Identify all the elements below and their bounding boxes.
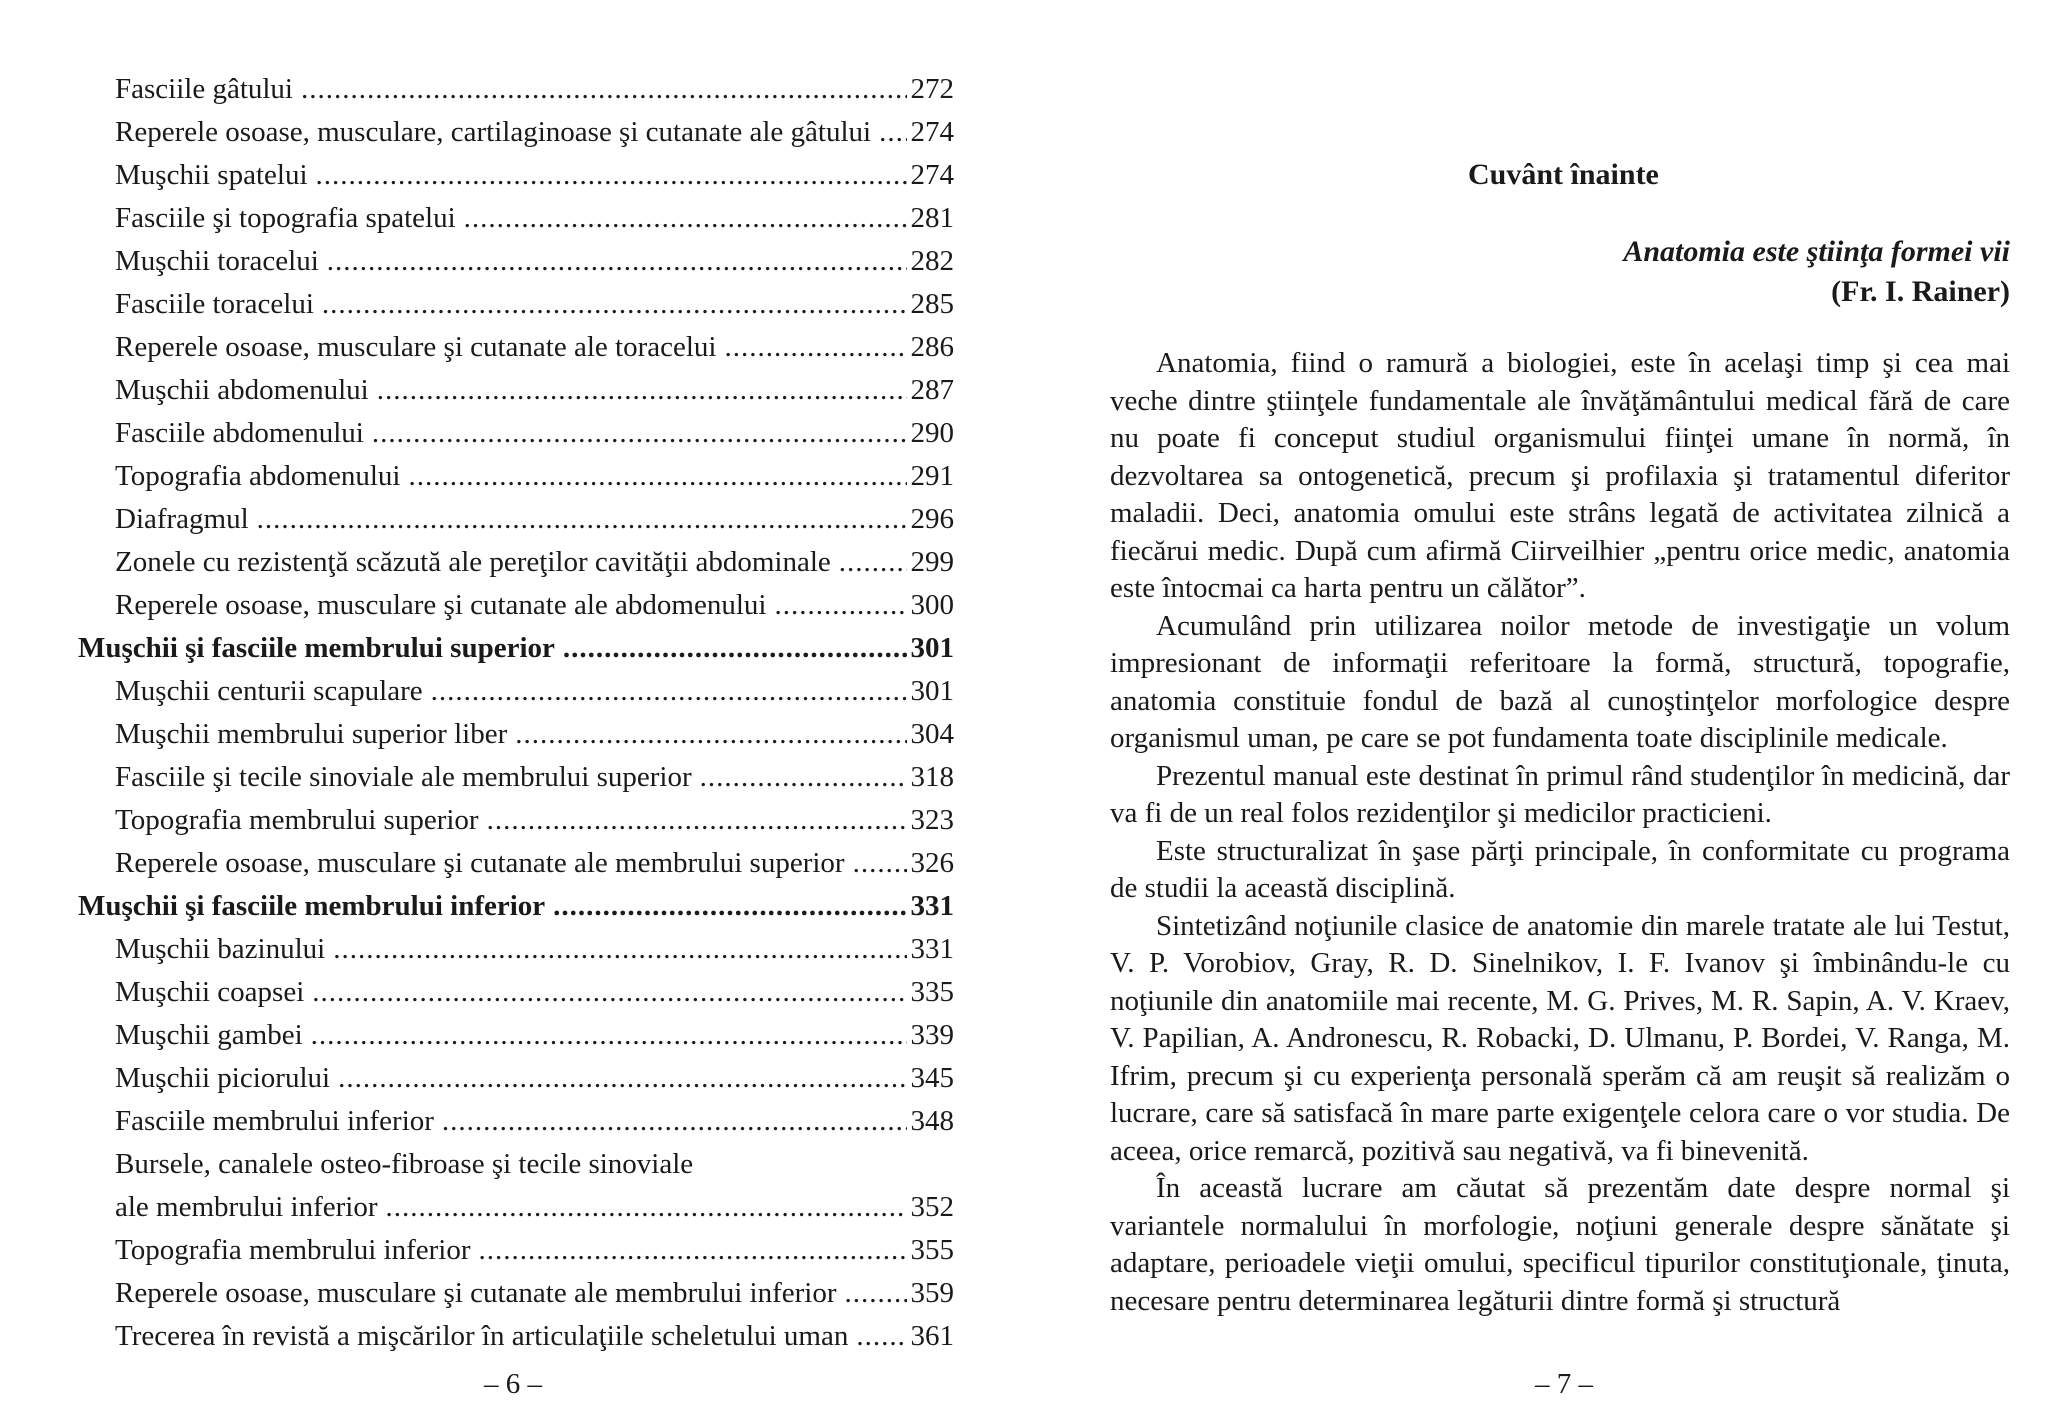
toc-entry-page: 301 (910, 675, 954, 707)
toc-entry-title: Muşchii toracelui (115, 245, 319, 277)
epigraph-author: (Fr. I. Rainer) (1831, 275, 2010, 308)
toc-entry (78, 326, 954, 369)
toc-leader-dots (372, 412, 907, 455)
toc-entry (78, 1272, 954, 1315)
toc-entry-page: 300 (910, 589, 954, 621)
body-paragraph: Anatomia, fiind o ramură a biologiei, este în acelaşi timp şi cea mai veche dintre ştiinţele fundamentale ale învăţământului medical fără de care nu poate fi conceput studiul organismului fiinţei umane în normă, în dezvoltarea sa ontogenetică, precum şi profilaxia şi tratamentul diferitor maladii. Deci, anatomia omului este strâns legată de activitatea zilnică a fiecărui medic. După cum afirmă Ciirveilhier „pentru orice medic, anatomia este întocmai ca harta pentru un călător”. (1110, 347, 2010, 604)
toc-leader-dots (386, 1186, 907, 1229)
toc-entry-title: Fasciile membrului inferior (115, 1105, 434, 1137)
toc-entry-title: Fasciile şi tecile sinoviale ale membrului superior (115, 761, 692, 793)
toc-entry-page: 361 (910, 1320, 954, 1352)
right-page (1024, 0, 2048, 1411)
page-number-right: – 7 – (1535, 1368, 1593, 1400)
toc-entry-title: Muşchii şi fasciile membrului inferior (78, 890, 546, 922)
toc-entry-page: 348 (910, 1105, 954, 1137)
toc-leader-dots (408, 455, 906, 498)
toc-leader-dots (479, 1229, 907, 1272)
foreword-heading: Cuvânt înainte (1468, 158, 1659, 191)
toc-entry (78, 1100, 954, 1143)
toc-leader-dots (563, 627, 907, 670)
toc-entry-title: Muşchii coapsei (115, 976, 305, 1008)
toc-entry-title-continued: ale membrului inferior (115, 1191, 378, 1223)
toc-entry-page: 339 (910, 1019, 954, 1051)
toc-entry-page: 285 (910, 288, 954, 320)
toc-entry-title: Muşchii şi fasciile membrului superior (78, 632, 555, 664)
toc-leader-dots (316, 154, 907, 197)
toc-entry-title: Muşchii bazinului (115, 933, 326, 965)
toc-entry (78, 1315, 954, 1358)
toc-entry (78, 713, 954, 756)
toc-entry (78, 498, 954, 541)
toc-leader-dots (333, 928, 906, 971)
toc-entry (78, 111, 954, 154)
toc-entry-page: 345 (910, 1062, 954, 1094)
toc-entry-title: Trecerea în revistă a mişcărilor în articulaţiile scheletului uman (115, 1320, 849, 1352)
toc-entry-title: Fasciile şi topografia spatelui (115, 202, 456, 234)
toc-entry-page: 282 (910, 245, 954, 277)
toc-leader-dots (431, 670, 907, 713)
toc-entry (78, 971, 954, 1014)
toc-entry-page: 304 (910, 718, 954, 750)
toc-entry-title: Fasciile abdomenului (115, 417, 364, 449)
toc-entry-page: 291 (910, 460, 954, 492)
toc-entry-page: 331 (910, 890, 954, 922)
toc-leader-dots (853, 842, 907, 885)
toc-entry-title: Muşchii abdomenului (115, 374, 369, 406)
toc-leader-dots (856, 1315, 906, 1358)
toc-entry-page: 290 (910, 417, 954, 449)
toc-entry (78, 541, 954, 584)
epigraph (1623, 232, 2010, 312)
toc-entry-title: Reperele osoase, musculare şi cutanate ale membrului superior (115, 847, 845, 879)
toc-entry-page: 296 (910, 503, 954, 535)
toc-entry (78, 928, 954, 971)
toc-leader-dots (724, 326, 906, 369)
toc-entry-title: Muşchii piciorului (115, 1062, 331, 1094)
toc-entry-page: 323 (910, 804, 954, 836)
body-paragraph: Este structuralizat în şase părţi principale, în conformitate cu programa de studii la această disciplină. (1110, 834, 2010, 904)
toc-leader-dots (301, 68, 907, 111)
toc-entry-page: 272 (910, 73, 954, 105)
foreword-body (1110, 345, 2010, 1320)
toc-entry-page: 326 (910, 847, 954, 879)
toc-entry-title: Fasciile gâtului (115, 73, 293, 105)
toc-entry-page: 318 (910, 761, 954, 793)
toc-entry (78, 240, 954, 283)
toc-entry-title: Diafragmul (115, 503, 249, 535)
toc-entry-page: 359 (910, 1277, 954, 1309)
toc-entry (78, 842, 954, 885)
toc-leader-dots (839, 541, 907, 584)
toc-entry-title: Topografia abdomenului (115, 460, 401, 492)
toc-entry (78, 369, 954, 412)
toc-leader-dots (377, 369, 907, 412)
toc-leader-dots (312, 971, 906, 1014)
toc-leader-dots (487, 799, 907, 842)
toc-leader-dots (845, 1272, 907, 1315)
body-paragraph: În această lucrare am căutat să prezentăm date despre normal şi variantele normalului în morfologie, noţiuni generale despre sănătate şi adaptare, perioadele vieţii omului, specificul tipurilor constituţionale, ţinuta, necesare pentru determinarea legăturii dintre formă şi structură (1110, 1172, 2010, 1317)
toc-entry (78, 799, 954, 842)
toc-leader-dots (879, 111, 906, 154)
toc-entry-page: 274 (910, 159, 954, 191)
toc-entry-title: Topografia membrului inferior (115, 1234, 471, 1266)
toc-entry (78, 455, 954, 498)
toc-entry-title: Topografia membrului superior (115, 804, 479, 836)
toc-entry-page: 355 (910, 1234, 954, 1266)
toc-entry-page: 281 (910, 202, 954, 234)
toc-entry-title: Fasciile toracelui (115, 288, 314, 320)
toc-entry-title: Muşchii gambei (115, 1019, 303, 1051)
toc-entry (78, 412, 954, 455)
toc-leader-dots (311, 1014, 907, 1057)
toc-entry-page: 274 (910, 116, 954, 148)
toc-section-heading (78, 885, 954, 928)
toc-entry-page: 286 (910, 331, 954, 363)
toc-entry (78, 1143, 954, 1229)
toc-leader-dots (322, 283, 907, 326)
toc-entry-title: Muşchii centurii scapulare (115, 675, 423, 707)
toc-entry-title: Reperele osoase, musculare, cartilaginoase şi cutanate ale gâtului (115, 116, 872, 148)
toc-entry-title: Zonele cu rezistenţă scăzută ale pereţilor cavităţii abdominale (115, 546, 831, 578)
toc-leader-dots (338, 1057, 906, 1100)
toc-entry (78, 584, 954, 627)
toc-leader-dots (774, 584, 906, 627)
toc-entry-title: Reperele osoase, musculare şi cutanate ale abdomenului (115, 589, 767, 621)
toc-entry (78, 1229, 954, 1272)
toc-leader-dots (464, 197, 907, 240)
toc-entry-title: Bursele, canalele osteo-fibroase şi tecile sinoviale (115, 1148, 694, 1180)
toc-entry-page: 335 (910, 976, 954, 1008)
toc-leader-dots (327, 240, 907, 283)
toc-entry (78, 283, 954, 326)
toc-entry (78, 1014, 954, 1057)
body-paragraph: Sintetizând noţiunile clasice de anatomie din marele tratate ale lui Testut, V. P. Vorobiov, Gray, R. D. Sinelnikov, I. F. Ivanov şi îmbinându-le cu noţiunile din anatomiile mai recente, M. G. Prives, M. R. Sapin, A. V. Kraev, V. Papilian, A. Andronescu, R. Robacki, D. Ulmanu, P. Bordei, V. Ranga, M. Ifrim, precum şi cu experienţa personală sperăm că am reuşit să realizăm o lucrare, care să satisfacă în mare parte exigenţele celora care o vor studia. De aceea, orice remarcă, pozitivă sau negativă, va fi binevenită. (1110, 909, 2010, 1167)
toc-leader-dots (515, 713, 906, 756)
table-of-contents (78, 68, 954, 1358)
toc-entry (78, 670, 954, 713)
toc-entry-title: Reperele osoase, musculare şi cutanate ale toracelui (115, 331, 717, 363)
toc-entry (78, 1057, 954, 1100)
toc-entry-page: 352 (910, 1191, 954, 1223)
toc-leader-dots (700, 756, 907, 799)
toc-entry-title: Muşchii spatelui (115, 159, 308, 191)
toc-entry-page: 299 (910, 546, 954, 578)
toc-entry-continuation (115, 1186, 954, 1229)
page-number-left: – 6 – (484, 1368, 542, 1400)
epigraph-quote: Anatomia este ştiinţa formei vii (1623, 235, 2010, 268)
body-paragraph: Acumulând prin utilizarea noilor metode de investigaţie un volum impresionant de informaţii referitoare la formă, structură, topografie, anatomia constituie fondul de bază al cunoştinţelor morfologice despre organismul uman, pe care se pot fundamenta toate disciplinile medicale. (1110, 609, 2010, 754)
toc-entry-page: 301 (910, 632, 954, 664)
toc-entry-page: 287 (910, 374, 954, 406)
toc-leader-dots (257, 498, 907, 541)
toc-entry-title: Muşchii membrului superior liber (115, 718, 508, 750)
toc-section-heading (78, 627, 954, 670)
body-paragraph: Prezentul manual este destinat în primul rând studenţilor în medicină, dar va fi de un real folos rezidenţilor şi medicilor practicieni. (1110, 759, 2010, 829)
toc-leader-dots (553, 885, 906, 928)
toc-entry (78, 68, 954, 111)
toc-entry-title: Reperele osoase, musculare şi cutanate ale membrului inferior (115, 1277, 837, 1309)
toc-entry (78, 154, 954, 197)
toc-entry-page: 331 (910, 933, 954, 965)
toc-entry (78, 756, 954, 799)
toc-leader-dots (442, 1100, 907, 1143)
toc-entry (78, 197, 954, 240)
